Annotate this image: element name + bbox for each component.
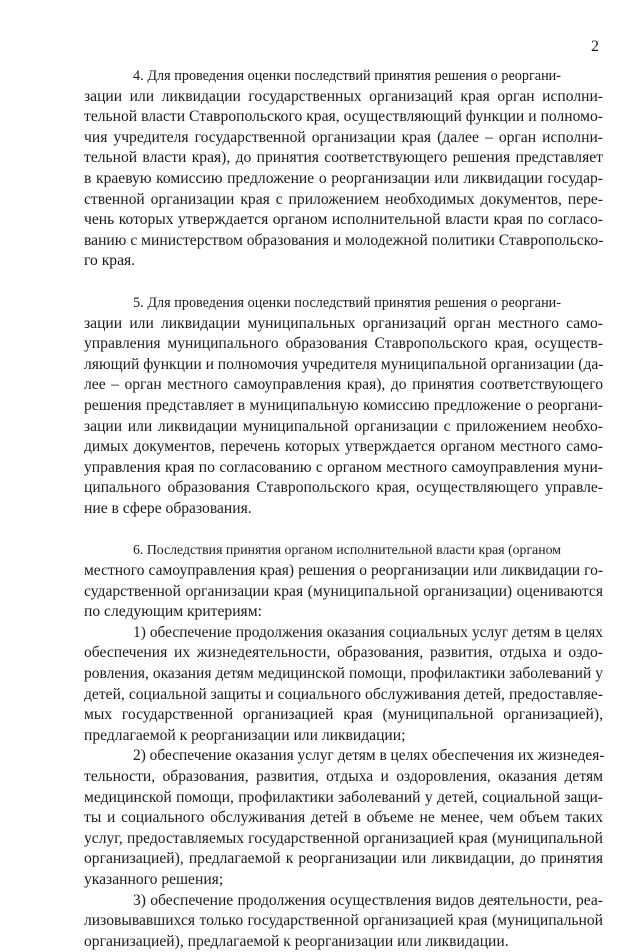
text-line: 1) обеспечение продолжения оказания социальных услуг детям в целях bbox=[133, 623, 603, 641]
text-line: лизовывавшихся только государственной организацией края (муниципальной bbox=[84, 912, 603, 930]
text-line: зации или ликвидации государственных организаций края орган исполни- bbox=[84, 87, 603, 105]
text-line: ственной организации края с приложением необходимых документов, пере- bbox=[84, 190, 603, 208]
text-line: управления края по согласованию с органом местного самоуправления муни- bbox=[84, 458, 603, 476]
text-line: местного самоуправления края) решения о реорганизации или ликвидации го- bbox=[84, 562, 603, 580]
text-line: обеспечения их жизнедеятельности, образования, развития, отдыха и оздо- bbox=[84, 644, 603, 662]
text-line: решения представляет в муниципальную комиссию предложение о реоргани- bbox=[84, 396, 603, 414]
text-line: 3) обеспечение продолжения осуществления видов деятельности, реа- bbox=[133, 891, 603, 909]
text-line: предлагаемой к реорганизации или ликвидации; bbox=[84, 726, 406, 744]
document-body bbox=[0, 66, 640, 952]
text-line: ты и социального обслуживания детей в объеме не менее, чем объем таких bbox=[84, 809, 603, 827]
page-number: 2 bbox=[591, 38, 599, 55]
text-line: 5. Для проведения оценки последствий принятия решения о реоргани- bbox=[133, 294, 561, 311]
text-line: зации или ликвидации муниципальных организаций орган местного само- bbox=[84, 314, 603, 332]
text-line: 2) обеспечение оказания услуг детям в целях обеспечения их жизнедея- bbox=[133, 747, 605, 765]
list-item-2 bbox=[0, 746, 640, 890]
text-line: димых документов, перечень которых утверждается органом местного само- bbox=[84, 438, 603, 456]
text-line: организацией), предлагаемой к реорганизации или ликвидации. bbox=[84, 932, 509, 950]
text-line: медицинской помощи, профилактики заболеваний у детей, социальной защи- bbox=[84, 788, 603, 806]
text-line: указанного решения; bbox=[84, 870, 224, 888]
text-line: ние в сфере образования. bbox=[84, 499, 252, 517]
text-line: мых государственной организацией края (муниципальной организацией), bbox=[84, 706, 603, 724]
text-line: 4. Для проведения оценки последствий принятия решения о реоргани- bbox=[133, 68, 561, 84]
text-line: управления муниципального образования Ставропольского края, осуществ- bbox=[84, 335, 603, 353]
text-line: тельной власти края), до принятия соответствующего решения представляет bbox=[84, 149, 603, 167]
text-line: ванию с министерством образования и молодежной политики Ставропольско- bbox=[84, 231, 604, 249]
text-line: зации или ликвидации муниципальной организации с приложением необхо- bbox=[84, 417, 603, 435]
text-line: лее – орган местного самоуправления края), до принятия соответствующего bbox=[84, 376, 603, 394]
paragraph-5 bbox=[0, 293, 640, 520]
text-line: чия учредителя государственной организации края (далее – орган исполни- bbox=[84, 128, 603, 146]
text-line: 6. Последствия принятия органом исполнительной власти края (органом bbox=[133, 542, 561, 558]
text-line: сударственной организации края (муниципальной организации) оцениваются bbox=[84, 582, 603, 600]
list-item-1 bbox=[0, 623, 640, 747]
text-line: ляющий функции и полномочия учредителя муниципальной организации (да- bbox=[84, 355, 604, 373]
paragraph-6 bbox=[0, 540, 640, 622]
paragraph-4 bbox=[0, 66, 640, 272]
text-line: тельной власти Ставропольского края, осуществляющий функции и полномо- bbox=[84, 108, 603, 126]
list-item-3 bbox=[0, 891, 640, 952]
text-line: ципального образования Ставропольского края, осуществляющего управле- bbox=[84, 479, 603, 497]
text-line: чень которых утверждается органом исполнительной власти края по согласо- bbox=[84, 211, 603, 229]
text-line: детей, социальной защиты и социального обслуживания детей, предоставляе- bbox=[84, 685, 603, 703]
text-line: ровления, оказания детям медицинской помощи, профилактики заболеваний у bbox=[84, 665, 603, 683]
text-line: по следующим критериям: bbox=[84, 603, 262, 621]
text-line: услуг, предоставляемых государственной организацией края (муниципальной bbox=[84, 829, 603, 847]
text-line: организацией), предлагаемой к реорганизации или ликвидации, до принятия bbox=[84, 850, 603, 868]
text-line: го края. bbox=[84, 252, 136, 270]
text-line: тельности, образования, развития, отдыха и оздоровления, оказания детям bbox=[84, 768, 603, 785]
text-line: в краевую комиссию предложение о реорганизации или ликвидации государ- bbox=[84, 169, 603, 187]
